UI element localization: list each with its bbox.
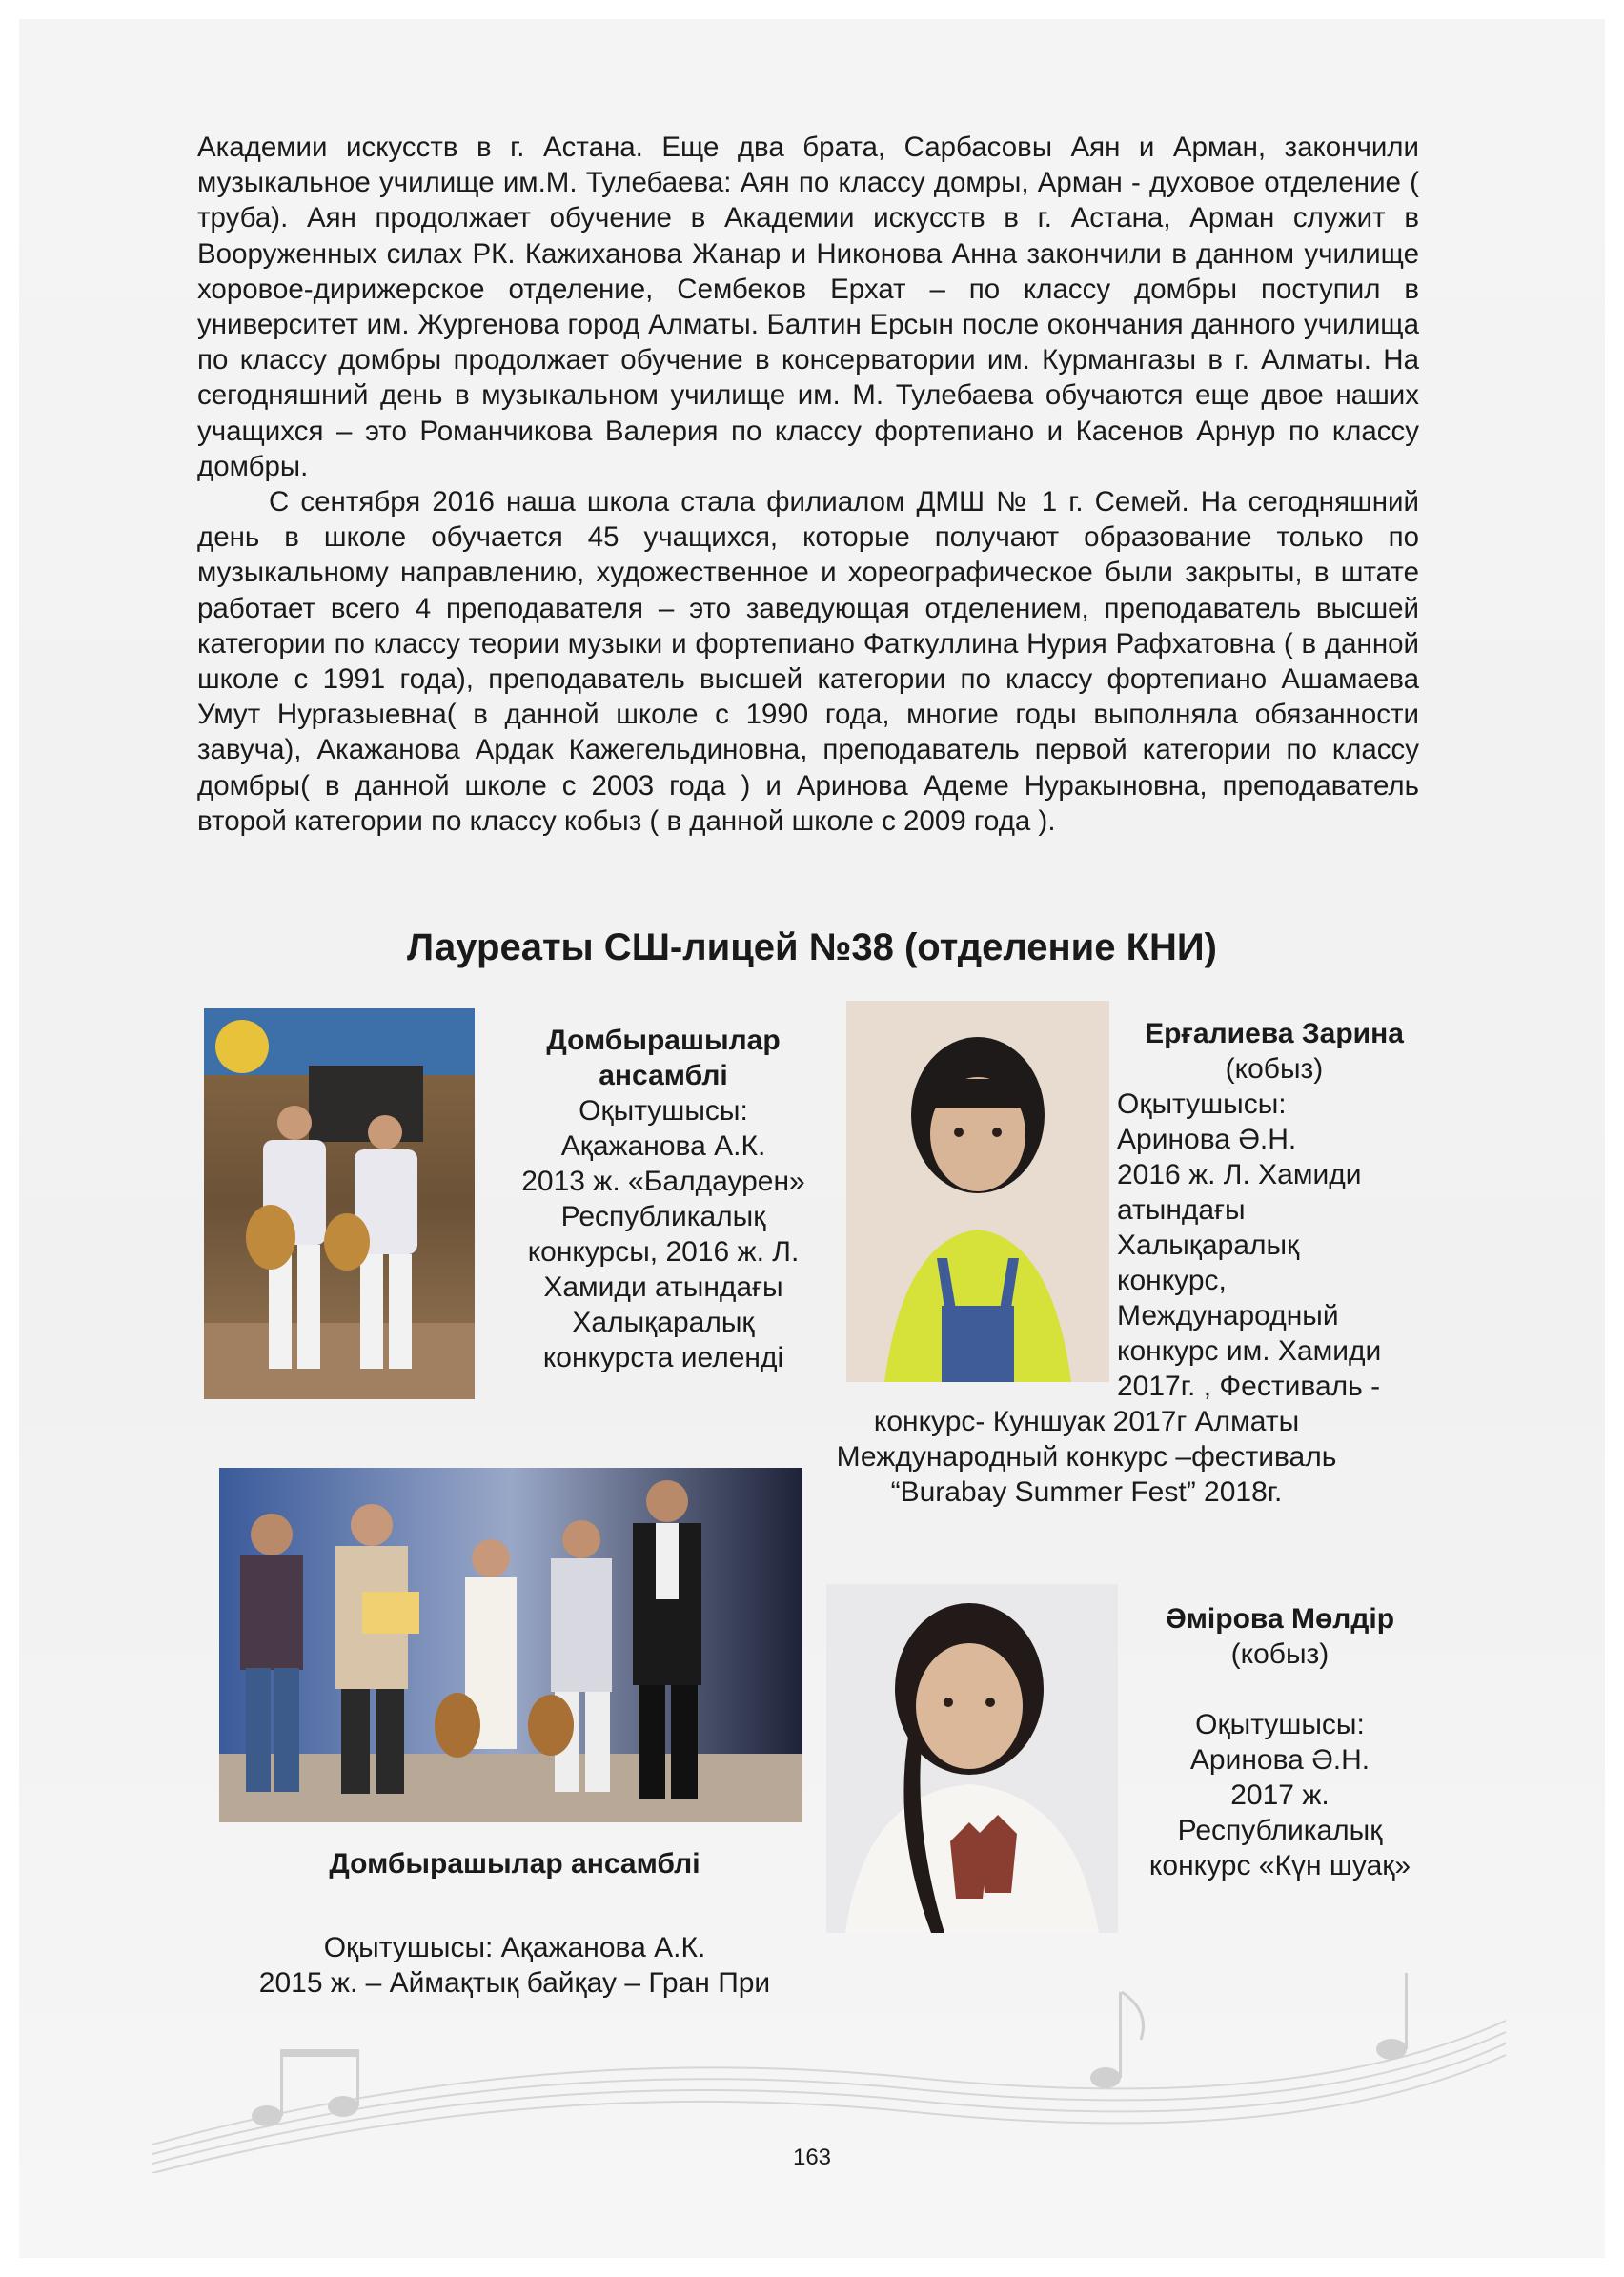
caption-line: конкурс «Күн шуақ» [1148,1850,1411,1881]
caption-line: Оқытушысы: [1117,1088,1287,1120]
caption-line: 2017г. , Фестиваль - [1117,1371,1381,1402]
section-heading: Лауреаты СШ-лицей №38 (отделение КНИ) [406,926,1218,968]
moldir-name: Әмірова Мөлдір [1165,1603,1395,1635]
zarina-name: Ерғалиева Зарина [1145,1018,1404,1049]
zarina-caption [1117,1016,1431,1404]
body-text [197,130,1419,839]
zarina-caption-tail [820,1404,1353,1510]
caption-line: 2016 ж. Л. Хамиди [1117,1159,1362,1190]
caption-line: Республикалық [1177,1815,1383,1846]
caption-line: Оқытушысы: [1195,1709,1365,1740]
zarina-instrument: (кобыз) [1225,1053,1324,1085]
caption-line: Хамиди атындағы [543,1271,783,1303]
caption-line: 2017 ж. [1230,1779,1330,1811]
caption-line: Оқытушысы: Ақажанова А.К. [323,1932,706,1963]
caption-line: 2015 ж. – Аймақтық байқау – Гран При [258,1967,771,1999]
ensemble-photo-1 [204,1008,475,1399]
caption-line: Международный конкурс –фестиваль [836,1441,1337,1473]
music-staff-decoration [152,1963,1506,2173]
paragraph-2: С сентября 2016 наша школа стала филиалом ДМШ № 1 г. Семей. На сегодняшний день в школе обучается 45 учащихся, которые получают образование только по музыкальному направлению, художественное и хореографическое были закрыты, в штате работает всего 4 преподавателя – это заведующая отделением, преподаватель высшей категории по классу теории музыки и фортепиано Фаткуллина Нурия Рафхатовна ( в данной школе с 1991 года), преподаватель высшей категории по классу фортепиано Ашамаева Умут Нургазыевна( в данной школе с 1990 года, многие годы выполняла обязанности завуча), Акажанова Ардак Кажегельдиновна, преподаватель первой категории по классу домбры( в данной школе с 2003 года ) и Аринова Адеме Нуракыновна, преподаватель второй категории по классу кобыз ( в данной школе с 2009 года ). [197,486,1419,837]
caption-line: “Burabay Summer Fest” 2018г. [890,1476,1283,1508]
caption-line: Халықаралық [572,1307,755,1338]
caption-line: конкурс им. Хамиди [1117,1335,1382,1367]
ensemble-2-caption [219,1846,810,1881]
moldir-instrument: (кобыз) [1230,1638,1330,1670]
caption-line: Халықаралық [1117,1230,1300,1261]
ensemble-photo-2 [219,1468,802,1822]
caption-line: атындағы [1117,1194,1246,1226]
moldir-photo [826,1584,1118,1933]
caption-line: Аринова Ә.Н. [1117,1124,1297,1155]
caption-line: Оқытушысы: [579,1095,748,1127]
caption-line: Ақажанова А.К. [560,1130,766,1162]
paragraph-1: Академии искусств в г. Астана. Еще два брата, Сарбасовы Аян и Арман, закончили музыкальное училище им.М. Тулебаева: Аян по классу домры, Арман - духовое отделение ( труба). Аян продолжает обучение в Академии искусств в г. Астана, Арман служит в Вооруженных силах РК. Кажиханова Жанар и Никонова Анна закончили в данном училище хоровое-дирижерское отделение, Сембеков Ерхат – по классу домбры поступил в университет им. Жургенова город Алматы. Балтин Ерсын после окончания данного училища по классу домбры продолжает обучение в консерватории им. Курмангазы в г. Алматы. На сегодняшний день в музыкальном училище им. М. Тулебаева обучаются еще двое наших учащихся – это Романчикова Валерия по классу фортепиано и Касенов Арнур по классу домбры. [197,132,1419,482]
caption-line: 2013 ж. «Балдаурен» [521,1166,805,1197]
page-number: 163 [792,2145,832,2170]
caption-line: конкурс, [1117,1265,1227,1296]
caption-line: Международный [1117,1300,1339,1332]
caption-line: конкурста иеленді [542,1342,784,1373]
ensemble-2-title: Домбырашылар ансамблі [329,1848,700,1880]
ensemble-1-title: Домбырашылар [546,1025,781,1056]
ensemble-1-caption [482,1023,844,1375]
caption-line: конкурс- Куншуак 2017г Алматы [873,1406,1300,1437]
ensemble-1-title-2: ансамблі [599,1060,728,1091]
zarina-photo [846,1001,1109,1382]
caption-line: Республикалық [560,1201,766,1232]
moldir-caption [1113,1601,1447,1883]
caption-line: конкурсы, 2016 ж. Л. [527,1236,800,1268]
caption-line: Аринова Ә.Н. [1189,1744,1370,1776]
